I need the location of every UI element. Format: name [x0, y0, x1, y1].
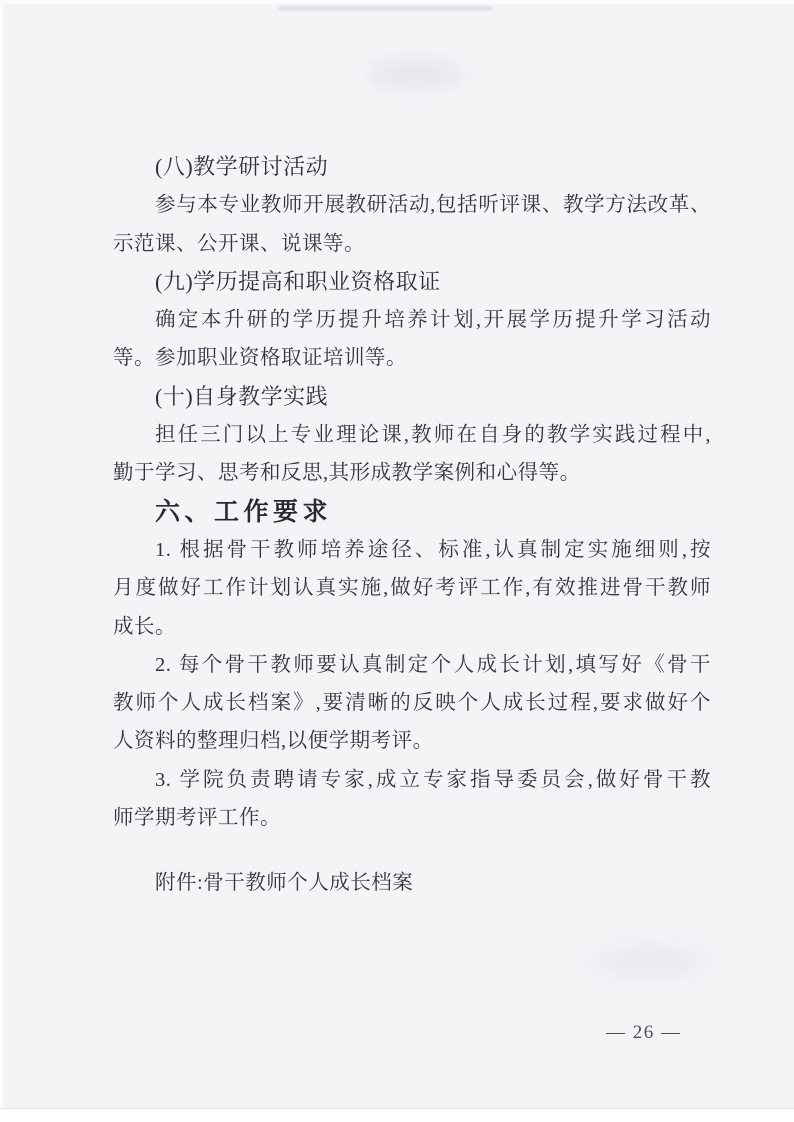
paragraph-line: 示范课、公开课、说课等。 — [113, 232, 365, 255]
section-heading-work-requirements: 六、工作要求 — [155, 497, 333, 526]
page-number: — 26 — — [606, 1022, 682, 1043]
paragraph-line: 师学期考评工作。 — [113, 807, 281, 830]
paragraph-line: 月度做好工作计划认真实施,做好考评工作,有效推进骨干教师 — [113, 577, 711, 600]
scan-edge-bottom — [0, 1108, 794, 1122]
paragraph-line: 担任三门以上专业理论课,教师在自身的教学实践过程中, — [155, 424, 711, 447]
scan-smudge — [590, 948, 710, 974]
paragraph-line: 成长。 — [113, 615, 176, 638]
paragraph-line: 3. 学院负责聘请专家,成立专家指导委员会,做好骨干教 — [155, 768, 711, 791]
paragraph-line: 等。参加职业资格取证培训等。 — [113, 347, 407, 370]
scan-edge-top — [0, 0, 794, 4]
document-body — [113, 148, 711, 903]
paragraph-line: 教师个人成长档案》,要清晰的反映个人成长过程,要求做好个 — [113, 692, 711, 715]
paragraph-line: 确定本升研的学历提升培养计划,开展学历提升学习活动 — [155, 309, 711, 332]
scan-edge-left — [0, 0, 3, 1122]
section-heading-8: (八)教学研讨活动 — [155, 154, 329, 179]
scan-streak — [278, 7, 493, 10]
attachment-line: 附件:骨干教师个人成长档案 — [155, 872, 414, 895]
paragraph-line: 勤于学习、思考和反思,其形成教学案例和心得等。 — [113, 462, 581, 485]
paragraph-line: 2. 每个骨干教师要认真制定个人成长计划,填写好《骨干 — [155, 653, 711, 676]
paragraph-line: 参与本专业教师开展教研活动,包括听评课、教学方法改革、 — [155, 194, 711, 217]
paragraph-line: 1. 根据骨干教师培养途径、标准,认真制定实施细则,按 — [155, 538, 711, 561]
section-heading-9: (九)学历提高和职业资格取证 — [155, 268, 441, 294]
paragraph-line: 人资料的整理归档,以便学期考评。 — [113, 730, 434, 753]
scan-smudge — [368, 60, 463, 88]
section-heading-10: (十)自身教学实践 — [155, 383, 329, 409]
